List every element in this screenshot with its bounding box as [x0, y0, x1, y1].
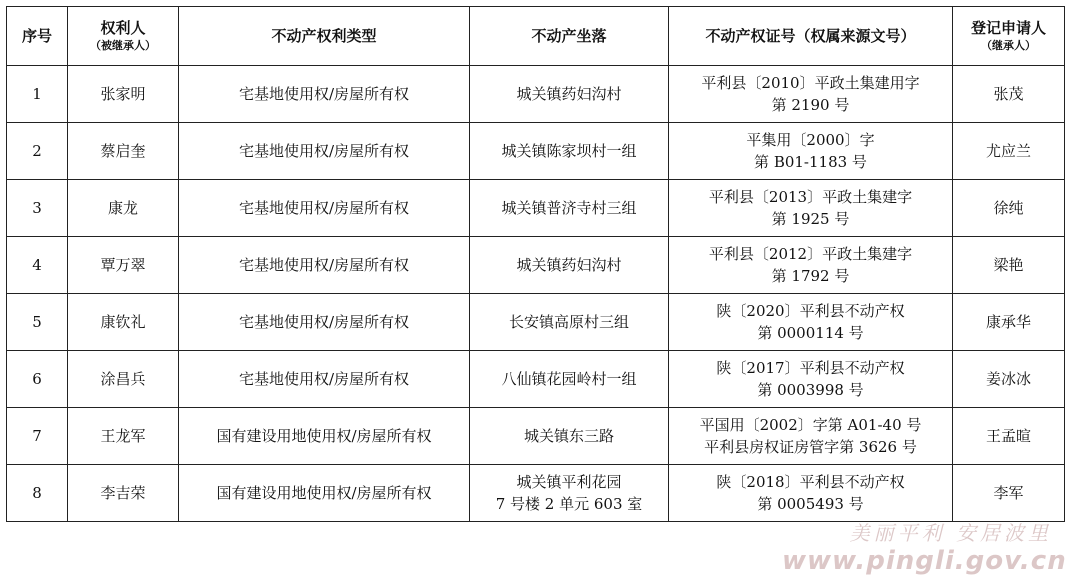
cell-applicant: 徐纯 [953, 180, 1065, 237]
cell-location-line: 城关镇药妇沟村 [516, 256, 622, 274]
cell-no: 5 [7, 294, 68, 351]
cell-holder: 张家明 [68, 66, 179, 123]
cell-certificate-line: 平利县〔2013〕平政土集建字 [708, 188, 913, 206]
table-row [7, 465, 1065, 522]
cell-location-line: 城关镇普济寺村三组 [501, 199, 637, 217]
cell-location [470, 408, 669, 465]
cell-location-line: 八仙镇花园岭村一组 [501, 370, 637, 388]
cell-certificate-line: 平利县〔2010〕平政土集建用字 [701, 74, 920, 92]
watermark-site: www.pingli.gov.cn [782, 546, 1067, 576]
header-location: 不动产坐落 [470, 7, 669, 66]
cell-no: 6 [7, 351, 68, 408]
property-registration-table [6, 6, 1065, 522]
cell-applicant: 王孟暄 [953, 408, 1065, 465]
table-row [7, 180, 1065, 237]
cell-holder: 涂昌兵 [68, 351, 179, 408]
cell-right-type: 宅基地使用权/房屋所有权 [179, 294, 470, 351]
table-row [7, 123, 1065, 180]
cell-certificate [669, 351, 953, 408]
cell-right-type: 国有建设用地使用权/房屋所有权 [179, 408, 470, 465]
header-holder-label: 权利人 [100, 19, 146, 37]
watermark-slogan: 美丽平利 安居波里 [849, 521, 1052, 545]
cell-no: 7 [7, 408, 68, 465]
cell-applicant: 梁艳 [953, 237, 1065, 294]
cell-certificate [669, 408, 953, 465]
cell-applicant: 张茂 [953, 66, 1065, 123]
cell-certificate-line: 第 1925 号 [771, 210, 850, 228]
cell-location [470, 237, 669, 294]
cell-right-type: 宅基地使用权/房屋所有权 [179, 123, 470, 180]
cell-location-line: 7 号楼 2 单元 603 室 [495, 495, 643, 513]
cell-right-type: 宅基地使用权/房屋所有权 [179, 237, 470, 294]
cell-certificate-line: 第 2190 号 [771, 96, 850, 114]
cell-certificate-line: 第 1792 号 [771, 267, 850, 285]
header-right-type: 不动产权利类型 [179, 7, 470, 66]
cell-certificate-line: 平利县〔2012〕平政土集建字 [708, 245, 913, 263]
table-row [7, 408, 1065, 465]
cell-location-line: 城关镇东三路 [523, 427, 614, 445]
cell-holder: 覃万翠 [68, 237, 179, 294]
table-row [7, 237, 1065, 294]
cell-location [470, 66, 669, 123]
cell-certificate [669, 237, 953, 294]
cell-right-type: 国有建设用地使用权/房屋所有权 [179, 465, 470, 522]
header-row [7, 7, 1065, 66]
cell-certificate-line: 第 0005493 号 [757, 495, 864, 513]
cell-certificate [669, 66, 953, 123]
cell-right-type: 宅基地使用权/房屋所有权 [179, 180, 470, 237]
cell-holder: 康钦礼 [68, 294, 179, 351]
cell-certificate-line: 陕〔2018〕平利县不动产权 [716, 473, 905, 491]
table-row [7, 351, 1065, 408]
cell-location [470, 180, 669, 237]
cell-certificate-line: 平集用〔2000〕字 [746, 131, 875, 149]
cell-right-type: 宅基地使用权/房屋所有权 [179, 66, 470, 123]
header-holder-sublabel: （被继承人） [90, 39, 156, 52]
table-body [7, 66, 1065, 522]
cell-location [470, 465, 669, 522]
cell-no: 2 [7, 123, 68, 180]
header-applicant [953, 7, 1065, 66]
cell-certificate-line: 陕〔2020〕平利县不动产权 [716, 302, 905, 320]
table-row [7, 294, 1065, 351]
cell-location-line: 长安镇高原村三组 [508, 313, 629, 331]
cell-certificate [669, 123, 953, 180]
cell-holder: 康龙 [68, 180, 179, 237]
cell-no: 3 [7, 180, 68, 237]
cell-certificate-line: 平国用〔2002〕字第 A01-40 号 [699, 416, 922, 434]
cell-location-line: 城关镇平利花园 [516, 473, 622, 491]
cell-holder: 李吉荣 [68, 465, 179, 522]
cell-applicant: 尤应兰 [953, 123, 1065, 180]
cell-applicant: 康承华 [953, 294, 1065, 351]
cell-certificate [669, 294, 953, 351]
cell-location-line: 城关镇药妇沟村 [516, 85, 622, 103]
header-no: 序号 [7, 7, 68, 66]
cell-holder: 王龙军 [68, 408, 179, 465]
cell-location [470, 123, 669, 180]
cell-holder: 蔡启奎 [68, 123, 179, 180]
cell-certificate-line: 平利县房权证房管字第 3626 号 [704, 438, 917, 456]
cell-certificate-line: 第 0000114 号 [757, 324, 864, 342]
cell-location-line: 城关镇陈家坝村一组 [501, 142, 637, 160]
cell-location [470, 351, 669, 408]
site-watermark [782, 520, 1067, 576]
cell-no: 8 [7, 465, 68, 522]
cell-certificate-line: 陕〔2017〕平利县不动产权 [716, 359, 905, 377]
cell-certificate [669, 465, 953, 522]
header-applicant-sublabel: （继承人） [981, 39, 1036, 52]
header-certificate: 不动产权证号（权属来源文号） [669, 7, 953, 66]
cell-certificate [669, 180, 953, 237]
header-applicant-label: 登记申请人 [970, 19, 1046, 37]
cell-no: 1 [7, 66, 68, 123]
table-row [7, 66, 1065, 123]
cell-applicant: 李军 [953, 465, 1065, 522]
cell-applicant: 姜冰冰 [953, 351, 1065, 408]
cell-no: 4 [7, 237, 68, 294]
table-header [7, 7, 1065, 66]
cell-certificate-line: 第 B01-1183 号 [754, 153, 867, 171]
cell-location [470, 294, 669, 351]
cell-certificate-line: 第 0003998 号 [757, 381, 864, 399]
cell-right-type: 宅基地使用权/房屋所有权 [179, 351, 470, 408]
header-holder [68, 7, 179, 66]
